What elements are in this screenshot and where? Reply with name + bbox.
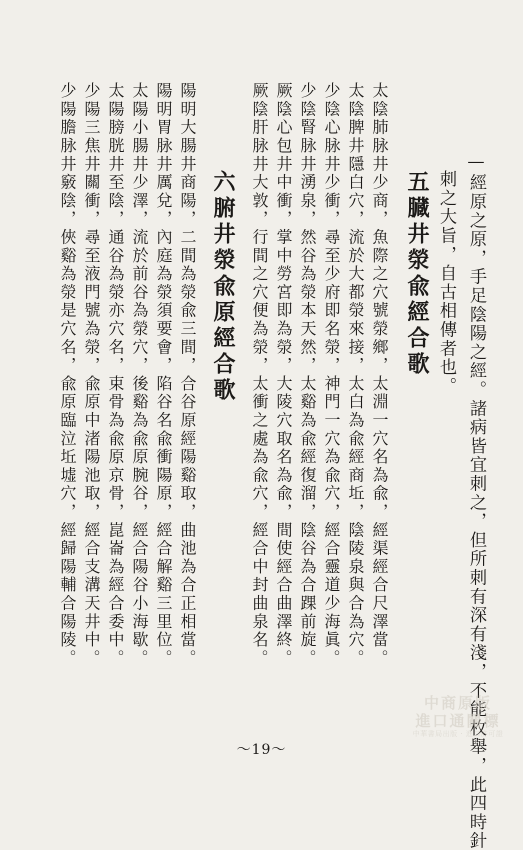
watermark-line-3: 中華書局出版 · 進口許可證	[412, 730, 504, 738]
section6-verse: 少陽膽脉井竅陰，俠谿為滎是穴名，兪原臨泣坵墟穴，經歸陽輔合陽陵。	[58, 82, 77, 668]
note-line-1-text: —經原之原，手足陰陽之經。諸病皆宜刺之，但所刺有深有淺，不能枚舉，此四時針	[466, 152, 486, 850]
section6-heading: 六腑井滎兪原經合歌	[210, 170, 236, 404]
watermark-line-1: 中商原版	[423, 694, 492, 712]
watermark-stamp	[404, 688, 512, 740]
section5-verse: 少陰心脉井少衝，尋至少府即名滎，神門一穴為兪穴，經合靈道少海眞。	[322, 82, 341, 668]
section5-verse: 太陰脾井隱白穴，流於大都滎來接，太白為兪經商坵，陰陵泉與合為穴。	[346, 82, 365, 668]
section5-verse: 太陰肺脉井少商，魚際之穴號滎鄉，太淵一穴名為兪，經渠經合尺澤當。	[370, 82, 389, 668]
section5-heading: 五臓井滎兪經合歌	[404, 170, 430, 378]
section6-verse: 陽明胃脉井厲兌，內庭為滎須要會，陷谷名兪衝陽原，經合解谿三里位。	[154, 82, 173, 668]
section6-verse: 太陽膀胱井至陰，通谷為滎亦穴名，束骨為兪原京骨，崑崙為經合委中。	[106, 82, 125, 668]
page-number: ～19～	[236, 742, 287, 758]
section6-verse: 陽明大腸井商陽，二間為滎兪三間，合谷原經陽谿取，曲池為合正相當。	[178, 82, 197, 668]
section6-verse: 太陽小腸井少澤，流於前谷為滎穴，後谿為兪原腕谷，經合陽谷小海歇。	[130, 82, 149, 668]
section5-verse: 厥陰肝脉井大敦，行間之穴便為滎，太衝之處為兪穴，經合中封曲泉名。	[250, 82, 269, 668]
section5-verse: 少陰腎脉井湧泉，然谷為滎本天然，太谿為兪經復溜，陰谷為合踝前旋。	[298, 82, 317, 668]
note-line-2	[434, 170, 459, 396]
section5-verse: 厥陰心包井中衝，掌中勞宮即為滎，大陵穴取名為兪，間使經合曲澤終。	[274, 82, 293, 668]
section6-verse: 少陽三焦井關衝，尋至液門號為滎，兪原中渚陽池取，經合支溝天井中。	[82, 82, 101, 668]
watermark-line-2: 進口通關標	[415, 712, 501, 730]
note-line-2-text: 刺之大旨，自古相傳者也。	[436, 170, 456, 396]
